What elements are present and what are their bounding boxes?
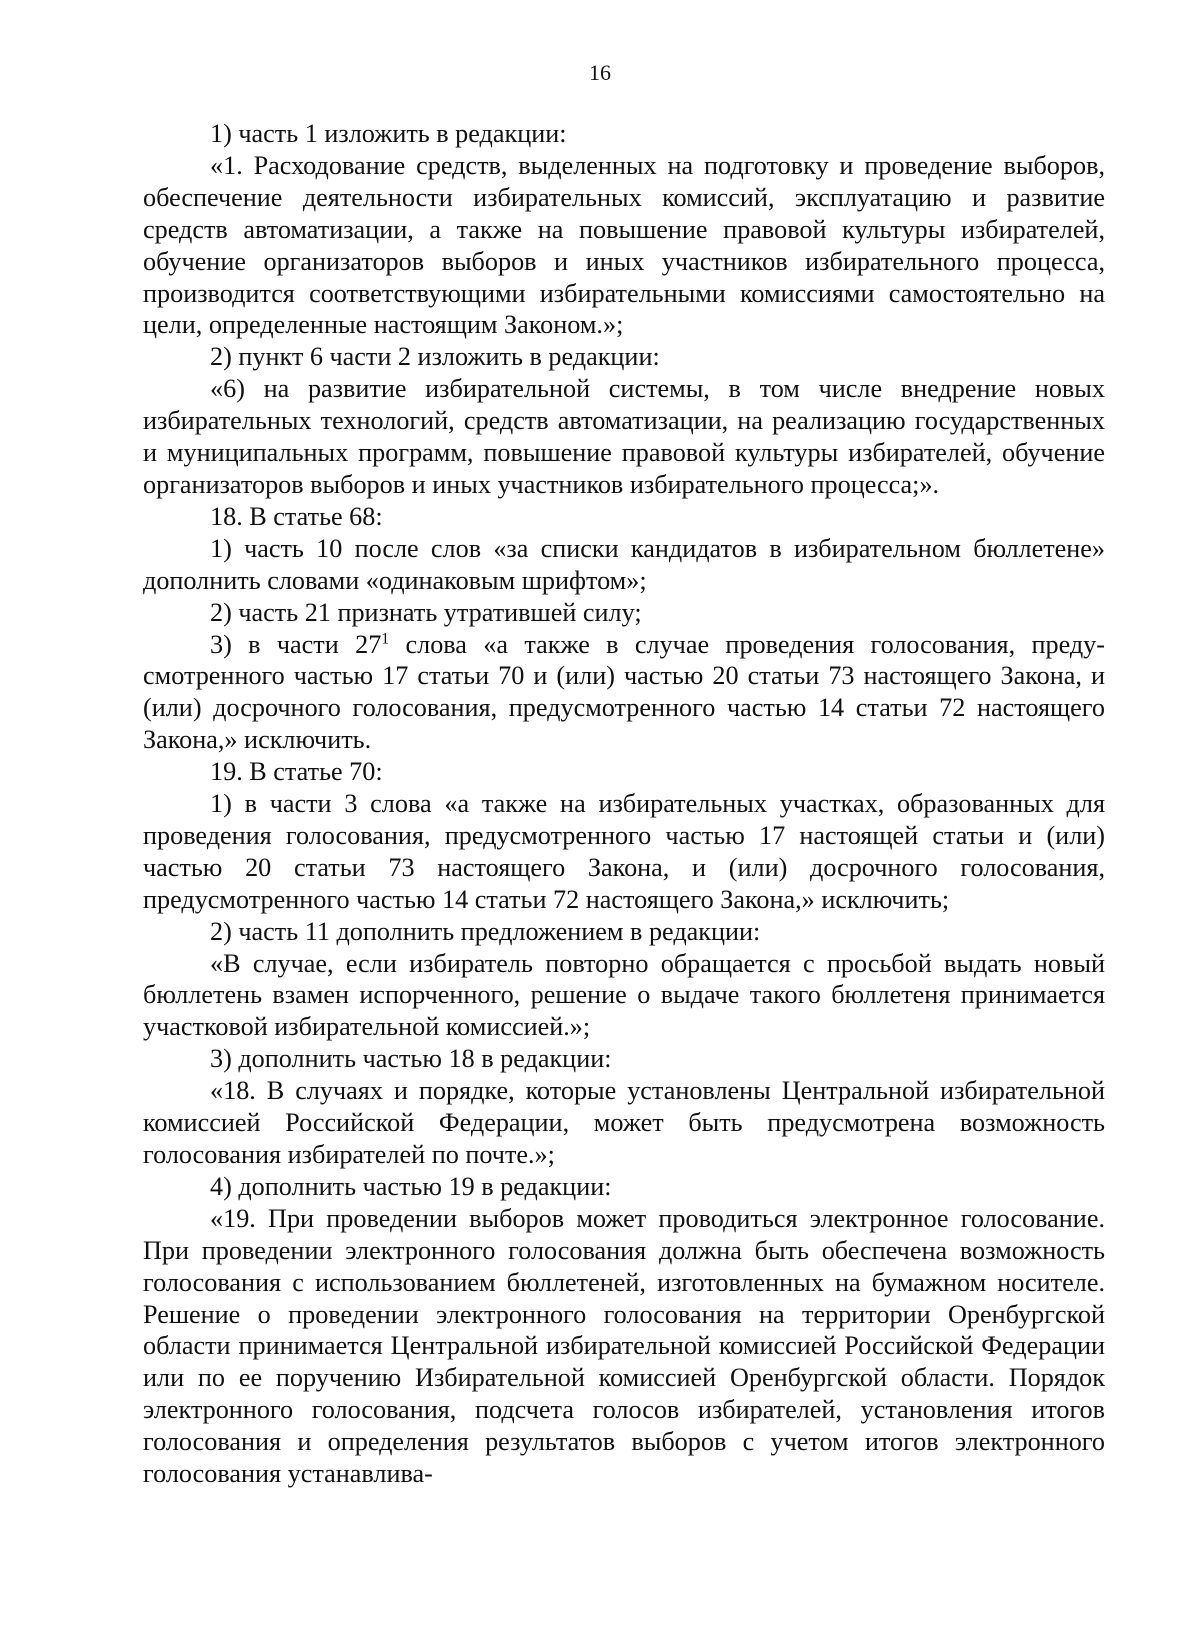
page-number: 16 [589,60,611,85]
paragraph-point6-heading: 2) пункт 6 части 2 изложить в редакции: [210,342,660,372]
paragraph-article70-heading: 19. В статье 70: [210,757,383,787]
paragraph-article70-item2-text: «В случае, если избиратель повторно обращается с просьбой выдать новый бюллетень взамен испорченного, решение о выдаче такого бюллетеня принимается участковой избирательной комиссией.»; [143,948,1105,1042]
paragraph-article68-item1: 1) часть 10 после слов «за списки кандидатов в избирательном бюллетене» дополнить словами «одинаковым шрифтом»; [143,533,1105,595]
paragraph-article70-item3-heading: 3) дополнить частью 18 в редакции: [210,1044,612,1074]
paragraph-article68-heading: 18. В статье 68: [210,501,383,531]
paragraph-article70-item4-heading: 4) дополнить частью 19 в редакции: [210,1171,612,1201]
superscript-one: 1 [381,629,390,647]
document-body [143,118,1105,1490]
paragraph-article68-item2: 2) часть 21 признать утратившей силу; [210,597,642,627]
paragraph-article68-item3-rest: слова «а также в случае проведения голосования, предусмотренного частью 17 статьи 70 и (или) частью 20 статьи 73 настоящего Закона, и (или) досрочного голосования, предусмотренного частью 14 статьи 72 настоящего Закона,» исключить. [143,629,1106,755]
paragraph-part1-text: «1. Расходование средств, выделенных на подготовку и проведение выборов, обеспечение деятельности избирательных комиссий, эксплуатацию и развитие средств автоматизации, а также на повышение правовой культуры избирателей, обучение организаторов выборов и иных участников избирательного процесса, производится соответствующими избирательными комиссиями самостоятельно на цели, определенные настоящим Законом.»; [143,150,1105,340]
paragraph-article68-item3-prefix: 3) в части 27 [210,629,382,659]
paragraph-article68-item3 [143,629,1105,757]
paragraph-article70-item2-heading: 2) часть 11 дополнить предложением в редакции: [210,916,761,946]
paragraph-article70-item4-text: «19. При проведении выборов может проводиться электронное голосование. При проведении электронного голосования должна быть обеспечена возможность голосования с использованием бюллетеней, изготовленных на бумажном носителе. Решение о проведении электронного голосования на территории Оренбургской области принимается Центральной избирательной комиссией Российской Федерации или по ее поручению Избирательной комиссией Оренбургской области. Порядок электронного голосования, подсчета голосов избирателей, установления итогов голосования и определения результатов выборов с учетом итогов электронного голосования устанавлива- [143,1203,1105,1489]
paragraph-point6-text: «6) на развитие избирательной системы, в том числе внедрение новых избирательных технологий, средств автоматизации, на реализацию государственных и муниципальных программ, повышение правовой культуры избирателей, обучение организаторов выборов и иных участников избирательного процесса;». [143,374,1105,499]
paragraph-part1-heading: 1) часть 1 изложить в редакции: [210,119,567,148]
paragraph-article70-item1: 1) в части 3 слова «а также на избирательных участках, образованных для проведения голосования, предусмотренного частью 17 настоящей статьи и (или) частью 20 статьи 73 настоящего Закона, и (или) досрочного голосования, предусмотренного частью 14 статьи 72 настоящего Закона,» исключить; [143,789,1105,914]
paragraph-article70-item3-text: «18. В случаях и порядке, которые установлены Центральной избирательной комиссией Российской Федерации, может быть предусмотрена возможность голосования избирателей по почте.»; [143,1076,1105,1169]
